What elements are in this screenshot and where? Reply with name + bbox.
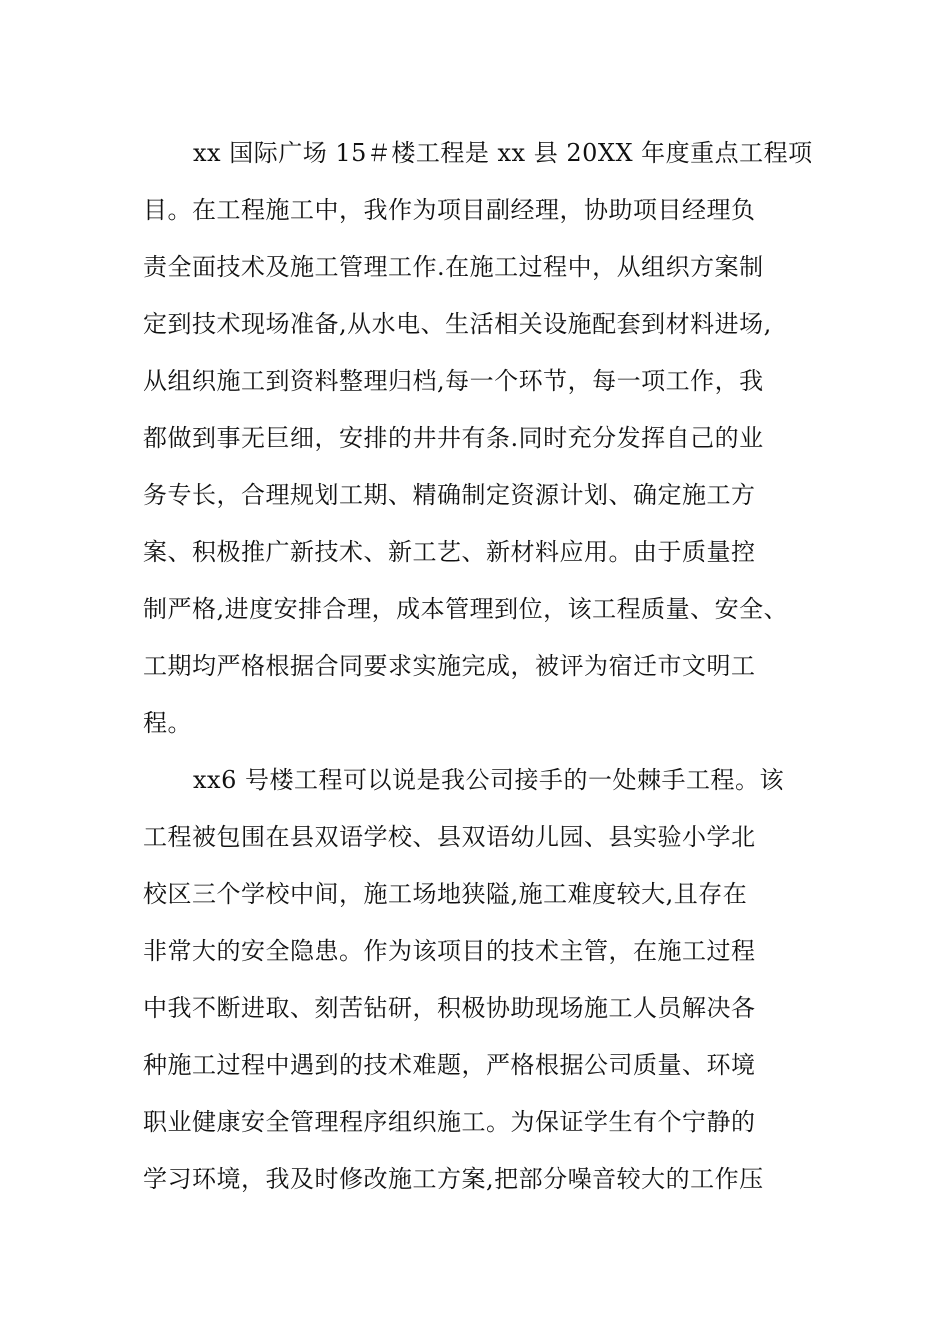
paragraph-line: 制严格,进度安排合理，成本管理到位，该工程质量、安全、 <box>143 595 789 623</box>
paragraph-line: xx6 号楼工程可以说是我公司接手的一处棘手工程。该 <box>193 766 784 794</box>
paragraph-line: 从组织施工到资料整理归档,每一个环节，每一项工作，我 <box>143 367 764 395</box>
paragraph-line: 职业健康安全管理程序组织施工。为保证学生有个宁静的 <box>143 1108 756 1136</box>
paragraph-line: 案、积极推广新技术、新工艺、新材料应用。由于质量控 <box>143 538 756 566</box>
paragraph-line: 程。 <box>143 709 192 737</box>
paragraph-line: 校区三个学校中间，施工场地狭隘,施工难度较大,且存在 <box>143 880 748 908</box>
document-body <box>143 131 833 1214</box>
paragraph-line: 种施工过程中遇到的技术难题，严格根据公司质量、环境 <box>143 1051 756 1079</box>
paragraph-line: 工期均严格根据合同要求实施完成，被评为宿迁市文明工 <box>143 652 756 680</box>
paragraph-line: 目。在工程施工中，我作为项目副经理，协助项目经理负 <box>143 196 756 224</box>
paragraph-line: 中我不断进取、刻苦钻研，积极协助现场施工人员解决各 <box>143 994 756 1022</box>
paragraph-line: 都做到事无巨细，安排的井井有条.同时充分发挥自己的业 <box>143 424 764 452</box>
paragraph-line: xx 国际广场 15＃楼工程是 xx 县 20XX 年度重点工程项 <box>193 139 813 167</box>
paragraph-2 <box>143 758 833 1214</box>
paragraph-line: 定到技术现场准备,从水电、生活相关设施配套到材料进场, <box>143 310 772 338</box>
paragraph-1 <box>143 131 833 758</box>
paragraph-line: 学习环境，我及时修改施工方案,把部分噪音较大的工作压 <box>143 1165 764 1193</box>
paragraph-line: 责全面技术及施工管理工作.在施工过程中，从组织方案制 <box>143 253 764 281</box>
paragraph-line: 务专长，合理规划工期、精确制定资源计划、确定施工方 <box>143 481 756 509</box>
paragraph-line: 工程被包围在县双语学校、县双语幼儿园、县实验小学北 <box>143 823 756 851</box>
paragraph-line: 非常大的安全隐患。作为该项目的技术主管，在施工过程 <box>143 937 756 965</box>
